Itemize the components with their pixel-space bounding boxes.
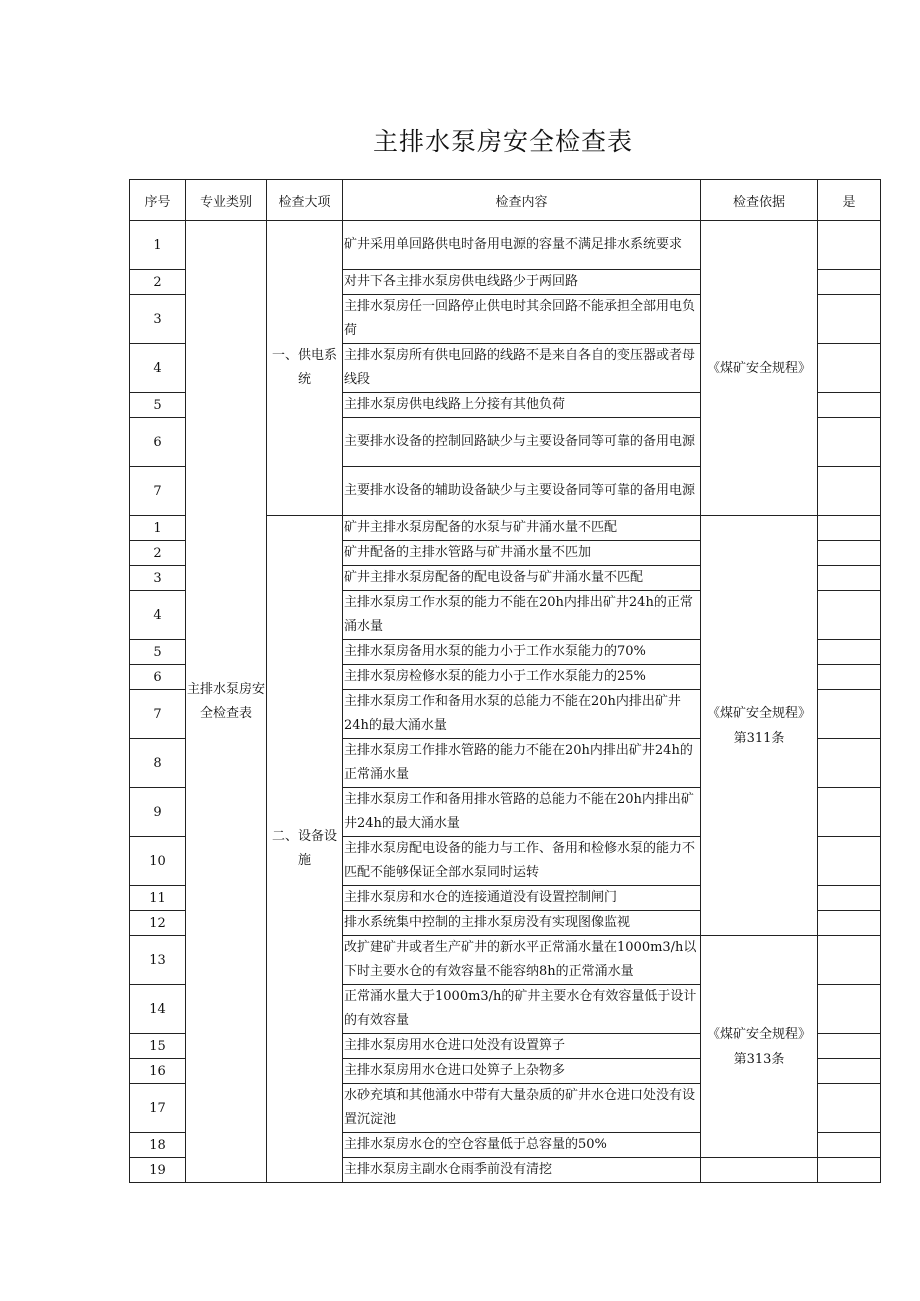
check-content: 主排水泵房备用水泵的能力小于工作水泵能力的70%: [343, 640, 701, 665]
check-content: 主排水泵房工作和备用排水管路的总能力不能在20h内排出矿井24h的最大涌水量: [343, 788, 701, 837]
row-number: 6: [130, 418, 186, 467]
check-content: 矿井主排水泵房配备的水泵与矿井涌水量不匹配: [343, 516, 701, 541]
result-cell[interactable]: [818, 541, 881, 566]
row-number: 11: [130, 886, 186, 911]
check-basis: 《煤矿安全规程》第313条: [701, 936, 818, 1158]
row-number: 4: [130, 591, 186, 640]
section-power-supply: 一、供电系统: [267, 221, 343, 516]
result-cell[interactable]: [818, 516, 881, 541]
header-row: [130, 180, 881, 221]
result-cell[interactable]: [818, 886, 881, 911]
row-number: 19: [130, 1158, 186, 1183]
result-cell[interactable]: [818, 270, 881, 295]
result-cell[interactable]: [818, 690, 881, 739]
check-content: 对井下各主排水泵房供电线路少于两回路: [343, 270, 701, 295]
result-cell[interactable]: [818, 985, 881, 1034]
category-cell: 主排水泵房安全检查表: [186, 221, 267, 1183]
row-number: 15: [130, 1034, 186, 1059]
result-cell[interactable]: [818, 1133, 881, 1158]
row-number: 3: [130, 566, 186, 591]
result-cell[interactable]: [818, 911, 881, 936]
row-number: 3: [130, 295, 186, 344]
result-cell[interactable]: [818, 344, 881, 393]
check-content: 矿井配备的主排水管路与矿井涌水量不匹加: [343, 541, 701, 566]
check-basis: 《煤矿安全规程》: [701, 221, 818, 516]
row-number: 12: [130, 911, 186, 936]
check-content: 主排水泵房所有供电回路的线路不是来自各自的变压器或者母线段: [343, 344, 701, 393]
result-cell[interactable]: [818, 418, 881, 467]
result-cell[interactable]: [818, 1034, 881, 1059]
header-basis: 检查依据: [701, 180, 818, 221]
result-cell[interactable]: [818, 393, 881, 418]
result-cell[interactable]: [818, 1084, 881, 1133]
row-number: 7: [130, 690, 186, 739]
check-content: 正常涌水量大于1000m3/h的矿井主要水仓有效容量低于设计的有效容量: [343, 985, 701, 1034]
row-number: 5: [130, 393, 186, 418]
check-content: 主排水泵房工作水泵的能力不能在20h内排出矿井24h的正常涌水量: [343, 591, 701, 640]
row-number: 2: [130, 541, 186, 566]
check-content: 主要排水设备的辅助设备缺少与主要设备同等可靠的备用电源: [343, 467, 701, 516]
row-number: 10: [130, 837, 186, 886]
check-content: 主排水泵房工作排水管路的能力不能在20h内排出矿井24h的正常涌水量: [343, 739, 701, 788]
check-content: 主排水泵房用水仓进口处箅子上杂物多: [343, 1059, 701, 1084]
result-cell[interactable]: [818, 788, 881, 837]
check-content: 改扩建矿井或者生产矿井的新水平正常涌水量在1000m3/h以下时主要水仓的有效容量不能容纳8h的正常涌水量: [343, 936, 701, 985]
row-number: 13: [130, 936, 186, 985]
header-major-item: 检查大项: [267, 180, 343, 221]
row-number: 18: [130, 1133, 186, 1158]
row-number: 8: [130, 739, 186, 788]
result-cell[interactable]: [818, 837, 881, 886]
result-cell[interactable]: [818, 665, 881, 690]
row-number: 17: [130, 1084, 186, 1133]
check-content: 主排水泵房任一回路停止供电时其余回路不能承担全部用电负荷: [343, 295, 701, 344]
result-cell[interactable]: [818, 936, 881, 985]
result-cell[interactable]: [818, 640, 881, 665]
check-content: 主排水泵房和水仓的连接通道没有设置控制闸门: [343, 886, 701, 911]
header-category: 专业类别: [186, 180, 267, 221]
result-cell[interactable]: [818, 1059, 881, 1084]
row-number: 5: [130, 640, 186, 665]
check-basis: 《煤矿安全规程》第311条: [701, 516, 818, 936]
result-cell[interactable]: [818, 739, 881, 788]
result-cell[interactable]: [818, 221, 881, 270]
row-number: 1: [130, 221, 186, 270]
check-content: 主排水泵房主副水仓雨季前没有清挖: [343, 1158, 701, 1183]
row-number: 4: [130, 344, 186, 393]
result-cell[interactable]: [818, 566, 881, 591]
check-content: 矿井主排水泵房配备的配电设备与矿井涌水量不匹配: [343, 566, 701, 591]
check-content: 主要排水设备的控制回路缺少与主要设备同等可靠的备用电源: [343, 418, 701, 467]
row-number: 7: [130, 467, 186, 516]
section-equipment: 二、设备设施: [267, 516, 343, 1183]
check-content: 水砂充填和其他涌水中带有大量杂质的矿井水仓进口处没有设置沉淀池: [343, 1084, 701, 1133]
result-cell[interactable]: [818, 591, 881, 640]
check-content: 主排水泵房水仓的空仓容量低于总容量的50%: [343, 1133, 701, 1158]
header-content: 检查内容: [343, 180, 701, 221]
table-row: [130, 221, 881, 270]
check-content: 矿井采用单回路供电时备用电源的容量不满足排水系统要求: [343, 221, 701, 270]
check-content: 主排水泵房配电设备的能力与工作、备用和检修水泵的能力不匹配不能够保证全部水泵同时运转: [343, 837, 701, 886]
row-number: 6: [130, 665, 186, 690]
row-number: 9: [130, 788, 186, 837]
result-cell[interactable]: [818, 467, 881, 516]
check-content: 排水系统集中控制的主排水泵房没有实现图像监视: [343, 911, 701, 936]
header-no: 序号: [130, 180, 186, 221]
page-title: 主排水泵房安全检查表: [372, 127, 633, 156]
check-content: 主排水泵房用水仓进口处没有设置箅子: [343, 1034, 701, 1059]
row-number: 14: [130, 985, 186, 1034]
row-number: 2: [130, 270, 186, 295]
row-number: 16: [130, 1059, 186, 1084]
result-cell[interactable]: [818, 1158, 881, 1183]
row-number: 1: [130, 516, 186, 541]
result-cell[interactable]: [818, 295, 881, 344]
check-basis-empty: [701, 1158, 818, 1183]
check-content: 主排水泵房检修水泵的能力小于工作水泵能力的25%: [343, 665, 701, 690]
check-content: 主排水泵房工作和备用水泵的总能力不能在20h内排出矿井24h的最大涌水量: [343, 690, 701, 739]
check-content: 主排水泵房供电线路上分接有其他负荷: [343, 393, 701, 418]
header-result: 是: [818, 180, 881, 221]
inspection-table: [129, 179, 881, 1183]
